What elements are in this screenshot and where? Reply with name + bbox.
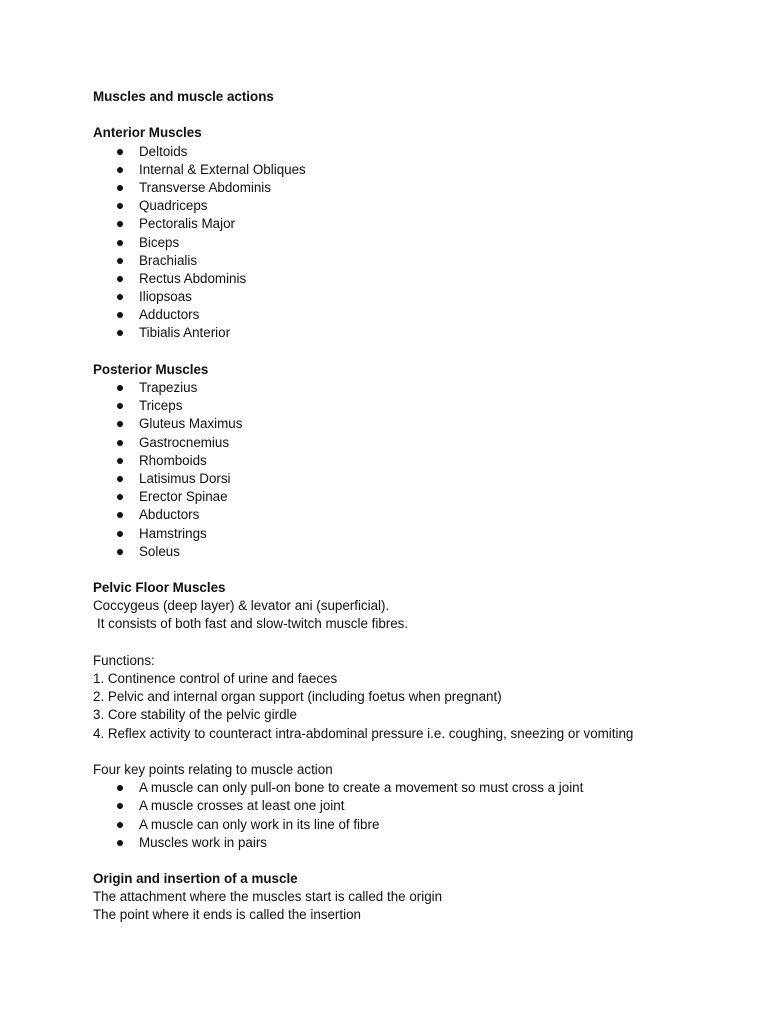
- list-item-text: Abductors: [139, 507, 200, 523]
- list-item-text: Latisimus Dorsi: [139, 470, 231, 486]
- bullet-icon: [117, 476, 123, 482]
- list-item: [93, 379, 733, 397]
- list-item: [93, 816, 733, 834]
- bullet-icon: [117, 531, 123, 537]
- list-item: [93, 215, 733, 233]
- list-item-text: Internal & External Obliques: [139, 161, 306, 177]
- bullet-icon: [117, 276, 123, 282]
- list-item-text: Biceps: [139, 234, 180, 250]
- list-item-text: Rectus Abdominis: [139, 270, 247, 286]
- spacer: [93, 106, 733, 124]
- posterior-muscle-list: [93, 379, 733, 561]
- list-item: [93, 161, 733, 179]
- bullet-icon: [117, 822, 123, 828]
- list-item: [93, 306, 733, 324]
- posterior-heading: Posterior Muscles: [93, 361, 209, 377]
- list-item: [93, 234, 733, 252]
- spacer: [93, 343, 733, 361]
- list-item: [93, 525, 733, 543]
- list-item: [93, 434, 733, 452]
- list-item-text: Triceps: [139, 398, 183, 414]
- list-item-text: Gluteus Maximus: [139, 416, 243, 432]
- list-item: [93, 179, 733, 197]
- function-item: 3. Core stability of the pelvic girdle: [93, 707, 297, 723]
- bullet-icon: [117, 149, 123, 155]
- spacer: [93, 561, 733, 579]
- list-item-text: Gastrocnemius: [139, 434, 230, 450]
- bullet-icon: [117, 512, 123, 518]
- list-item: [93, 270, 733, 288]
- origin-text-line-2: The point where it ends is called the insertion: [93, 907, 361, 923]
- bullet-icon: [117, 421, 123, 427]
- list-item-text: Pectoralis Major: [139, 216, 235, 232]
- spacer: [93, 743, 733, 761]
- function-item: 1. Continence control of urine and faeces: [93, 671, 338, 686]
- list-item: [93, 397, 733, 415]
- bullet-icon: [117, 403, 123, 409]
- list-item-text: Iliopsoas: [139, 289, 192, 305]
- list-item-text: Trapezius: [139, 380, 198, 395]
- list-item-text: A muscle can only work in its line of fibre: [139, 816, 380, 832]
- list-item-text: Soleus: [139, 543, 180, 559]
- list-item-text: Muscles work in pairs: [139, 834, 267, 850]
- anterior-muscle-list: [93, 143, 733, 343]
- bullet-icon: [117, 203, 123, 209]
- list-item-text: Erector Spinae: [139, 489, 228, 505]
- bullet-icon: [117, 312, 123, 318]
- bullet-icon: [117, 240, 123, 246]
- pelvic-text-line-2: It consists of both fast and slow-twitch muscle fibres.: [97, 616, 409, 632]
- document-title: Muscles and muscle actions: [93, 89, 274, 104]
- list-item: [93, 252, 733, 270]
- list-item: [93, 143, 733, 161]
- list-item: [93, 288, 733, 306]
- anterior-heading: Anterior Muscles: [93, 125, 202, 141]
- list-item: [93, 452, 733, 470]
- list-item-text: Brachialis: [139, 252, 198, 268]
- list-item-text: Quadriceps: [139, 198, 208, 214]
- pelvic-text-line-1: Coccygeus (deep layer) & levator ani (superficial).: [93, 598, 390, 614]
- list-item: [93, 415, 733, 433]
- bullet-icon: [117, 385, 123, 391]
- list-item: [93, 779, 733, 797]
- bullet-icon: [117, 185, 123, 191]
- list-item-text: A muscle crosses at least one joint: [139, 798, 345, 814]
- bullet-icon: [117, 294, 123, 300]
- functions-heading: Functions:: [93, 652, 155, 668]
- key-points-heading: Four key points relating to muscle action: [93, 761, 333, 777]
- bullet-icon: [117, 330, 123, 336]
- bullet-icon: [117, 440, 123, 446]
- list-item-text: Transverse Abdominis: [139, 179, 271, 195]
- list-item: [93, 834, 733, 852]
- bullet-icon: [117, 549, 123, 555]
- list-item: [93, 197, 733, 215]
- list-item: [93, 324, 733, 342]
- spacer: [93, 634, 733, 652]
- bullet-icon: [117, 167, 123, 173]
- list-item-text: Deltoids: [139, 143, 188, 159]
- spacer: [93, 852, 733, 870]
- bullet-icon: [117, 494, 123, 500]
- document-page: [93, 88, 733, 925]
- bullet-icon: [117, 458, 123, 464]
- list-item-text: A muscle can only pull-on bone to create a movement so must cross a joint: [139, 780, 584, 796]
- list-item-text: Tibialis Anterior: [139, 325, 231, 341]
- function-item: 2. Pelvic and internal organ support (including foetus when pregnant): [93, 689, 502, 705]
- list-item-text: Rhomboids: [139, 452, 207, 468]
- origin-text-line-1: The attachment where the muscles start is called the origin: [93, 889, 443, 905]
- list-item-text: Hamstrings: [139, 525, 207, 541]
- origin-heading: Origin and insertion of a muscle: [93, 871, 298, 887]
- list-item: [93, 470, 733, 488]
- function-item: 4. Reflex activity to counteract intra-abdominal pressure i.e. coughing, sneezing or vomiting: [93, 725, 634, 741]
- bullet-icon: [117, 785, 123, 791]
- list-item: [93, 488, 733, 506]
- list-item: [93, 543, 733, 561]
- bullet-icon: [117, 840, 123, 846]
- list-item: [93, 506, 733, 524]
- bullet-icon: [117, 803, 123, 809]
- list-item: [93, 797, 733, 815]
- bullet-icon: [117, 258, 123, 264]
- key-points-list: [93, 779, 733, 852]
- list-item-text: Adductors: [139, 307, 200, 323]
- pelvic-heading: Pelvic Floor Muscles: [93, 580, 226, 596]
- bullet-icon: [117, 221, 123, 227]
